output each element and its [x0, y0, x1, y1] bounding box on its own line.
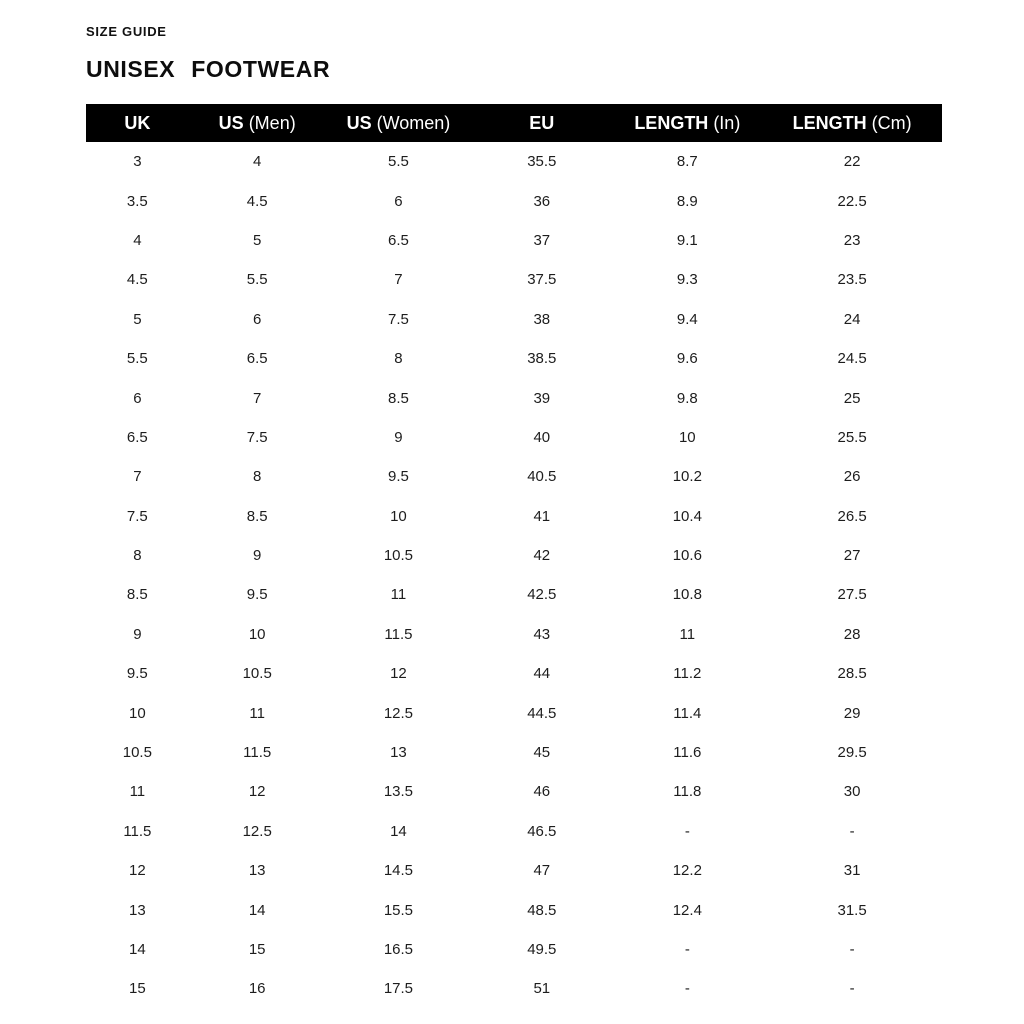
table-cell: 12.4: [672, 901, 702, 919]
table-row: [86, 260, 942, 299]
table-cell: 11.5: [384, 625, 413, 643]
table-cell: 12: [129, 862, 146, 880]
table-cell: 29.5: [837, 744, 867, 762]
table-cell: 5: [133, 310, 142, 328]
table-cell: 22.5: [837, 192, 867, 210]
table-cell: 11: [249, 704, 265, 722]
table-cell: 30: [843, 783, 861, 801]
column-header-normal-text: (Men): [243, 112, 296, 133]
table-cell: 4.5: [246, 192, 268, 210]
column-header-length-in: [612, 104, 762, 142]
table-cell: 8: [394, 350, 403, 368]
column-header-uk: [86, 104, 189, 142]
table-cell: 10: [129, 704, 146, 722]
table-cell: 7.5: [246, 428, 268, 446]
table-cell: 8: [133, 547, 142, 565]
table-cell: 6.5: [388, 231, 409, 249]
table-cell: 11: [390, 586, 407, 604]
table-cell: 12.5: [242, 822, 272, 840]
table-cell: 4: [133, 231, 142, 249]
table-cell: 26: [843, 468, 861, 486]
table-cell: 46.5: [527, 822, 557, 840]
table-cell: 11.2: [673, 665, 702, 683]
table-cell: 15.5: [383, 901, 414, 919]
table-cell: 3: [133, 153, 142, 171]
table-cell: 7.5: [388, 310, 409, 328]
page-title: UNISEX FOOTWEAR: [86, 56, 331, 82]
table-cell: 10.8: [672, 586, 702, 604]
table-cell: 9.4: [676, 310, 698, 328]
table-cell: 10.2: [672, 468, 702, 486]
table-cell: 23.5: [837, 271, 867, 289]
table-row: [86, 851, 942, 890]
table-cell: 8.7: [676, 153, 698, 171]
table-cell: -: [684, 822, 690, 840]
size-guide-label: SIZE GUIDE: [86, 24, 167, 39]
table-cell: 38: [533, 310, 551, 328]
table-cell: 14: [248, 901, 266, 919]
table-row: [86, 812, 942, 851]
table-cell: 6: [394, 192, 403, 210]
table-cell: 14.5: [383, 862, 414, 880]
column-header-bold-text: LENGTH: [792, 112, 867, 133]
table-cell: 13: [390, 744, 407, 762]
column-header-normal-text: (In): [708, 112, 741, 133]
table-cell: 48.5: [527, 901, 557, 919]
table-cell: 15: [129, 980, 146, 998]
table-cell: 9.1: [676, 231, 698, 249]
table-cell: 13: [248, 862, 266, 880]
table-cell: 5.5: [246, 271, 268, 289]
table-row: [86, 339, 942, 378]
table-cell: 29: [843, 704, 861, 722]
table-row: [86, 969, 942, 1008]
table-cell: 5: [253, 231, 262, 249]
table-cell: 46: [533, 783, 551, 801]
table-cell: 31.5: [837, 901, 867, 919]
table-row: [86, 536, 942, 575]
table-row: [86, 181, 942, 220]
table-cell: 38.5: [527, 350, 557, 368]
table-row: [86, 654, 942, 693]
table-cell: -: [849, 980, 855, 998]
table-row: [86, 615, 942, 654]
table-cell: 10.4: [672, 507, 702, 525]
table-cell: 14: [390, 822, 407, 840]
table-cell: 9: [394, 428, 403, 446]
table-cell: 6: [133, 389, 142, 407]
table-cell: 39: [533, 389, 551, 407]
table-cell: 11: [129, 783, 146, 801]
table-cell: 8.5: [388, 389, 409, 407]
table-cell: 27: [843, 547, 861, 565]
table-cell: 40: [533, 428, 551, 446]
table-cell: 11.6: [673, 744, 702, 762]
table-cell: 22: [843, 153, 861, 171]
table-cell: 10: [390, 507, 407, 525]
table-cell: 11.5: [123, 822, 152, 840]
table-cell: 9.5: [126, 665, 148, 683]
table-cell: 28: [843, 625, 861, 643]
table-cell: 37.5: [527, 271, 557, 289]
table-cell: 9.8: [676, 389, 698, 407]
table-row: [86, 575, 942, 614]
table-cell: 5.5: [126, 350, 148, 368]
table-cell: 40.5: [527, 468, 557, 486]
table-row: [86, 418, 942, 457]
table-cell: 8.5: [126, 586, 148, 604]
table-cell: 10: [248, 625, 266, 643]
table-cell: 31: [843, 862, 861, 880]
column-header-bold-text: US: [218, 112, 244, 133]
table-cell: 44.5: [527, 704, 557, 722]
table-cell: 6: [253, 310, 262, 328]
table-cell: 24: [843, 310, 861, 328]
table-cell: 16: [248, 980, 266, 998]
table-cell: 11: [679, 625, 696, 643]
table-row: [86, 457, 942, 496]
table-cell: 9: [133, 625, 142, 643]
table-cell: 43: [533, 625, 551, 643]
table-cell: 13.5: [383, 783, 414, 801]
table-cell: 15: [248, 941, 266, 958]
table-row: [86, 497, 942, 536]
table-cell: 45: [533, 744, 551, 762]
table-cell: 4: [253, 153, 262, 171]
table-cell: 10.6: [672, 547, 702, 565]
table-cell: 4.5: [126, 271, 148, 289]
column-header-bold-text: UK: [124, 112, 151, 133]
table-row: [86, 221, 942, 260]
table-cell: 8.9: [676, 192, 698, 210]
table-row: [86, 693, 942, 732]
table-cell: 47: [533, 862, 551, 880]
table-cell: 42.5: [527, 586, 557, 604]
table-cell: 9.3: [676, 271, 698, 289]
table-cell: 41: [533, 507, 551, 525]
table-cell: 11.8: [673, 783, 702, 801]
table-cell: 36: [533, 192, 551, 210]
table-cell: 10.5: [242, 665, 272, 683]
table-cell: 9: [253, 547, 262, 565]
table-cell: 12: [390, 665, 407, 683]
table-cell: 7: [394, 271, 403, 289]
table-cell: 28.5: [837, 665, 867, 683]
table-cell: 14: [129, 941, 146, 958]
table-cell: 35.5: [527, 153, 557, 171]
table-cell: 7: [253, 389, 262, 407]
size-table: [86, 104, 942, 1009]
table-cell: 51: [533, 980, 551, 998]
table-cell: 12: [248, 783, 266, 801]
column-header-normal-text: (Women): [371, 112, 451, 133]
table-cell: 9.5: [388, 468, 409, 486]
table-cell: 7: [133, 468, 142, 486]
table-cell: 10: [678, 428, 696, 446]
table-header-row: [86, 104, 942, 142]
table-cell: 13: [129, 901, 146, 919]
table-row: [86, 733, 942, 772]
table-cell: 25.5: [837, 428, 867, 446]
column-header-length-cm: [762, 104, 942, 142]
table-cell: 17.5: [383, 980, 414, 998]
table-cell: 3.5: [126, 192, 148, 210]
column-header-normal-text: (Cm): [866, 112, 912, 133]
table-cell: 6.5: [246, 350, 268, 368]
table-cell: 10.5: [122, 744, 152, 762]
table-cell: 26.5: [837, 507, 867, 525]
table-cell: 11.5: [243, 744, 272, 762]
column-header-us-men: [189, 104, 326, 142]
table-row: [86, 300, 942, 339]
table-cell: 9.5: [246, 586, 268, 604]
table-cell: 16.5: [383, 941, 414, 958]
table-cell: 5.5: [388, 153, 409, 171]
column-header-bold-text: US: [346, 112, 372, 133]
column-header-bold-text: EU: [529, 112, 555, 133]
column-header-bold-text: LENGTH: [634, 112, 709, 133]
table-cell: 25: [843, 389, 861, 407]
table-cell: -: [849, 822, 855, 840]
table-cell: 27.5: [837, 586, 867, 604]
table-cell: 11.4: [673, 704, 702, 722]
table-cell: 6.5: [126, 428, 148, 446]
table-cell: 42: [533, 547, 551, 565]
table-cell: 9.6: [676, 350, 698, 368]
table-cell: 12.5: [383, 704, 414, 722]
table-cell: 7.5: [126, 507, 148, 525]
table-body: [86, 142, 942, 1009]
table-cell: 8.5: [246, 507, 268, 525]
column-header-eu: [471, 104, 612, 142]
table-cell: -: [684, 980, 690, 998]
table-row: [86, 772, 942, 811]
table-row: [86, 890, 942, 929]
table-cell: 24.5: [837, 350, 867, 368]
table-cell: 49.5: [527, 941, 557, 958]
table-row: [86, 142, 942, 181]
table-cell: -: [849, 941, 855, 958]
table-cell: 23: [843, 231, 861, 249]
table-cell: -: [684, 941, 690, 958]
column-header-us-women: [326, 104, 472, 142]
table-cell: 10.5: [383, 547, 414, 565]
table-cell: 44: [533, 665, 551, 683]
table-cell: 8: [253, 468, 262, 486]
table-cell: 37: [533, 231, 551, 249]
table-row: [86, 930, 942, 969]
table-cell: 12.2: [672, 862, 702, 880]
table-row: [86, 378, 942, 417]
